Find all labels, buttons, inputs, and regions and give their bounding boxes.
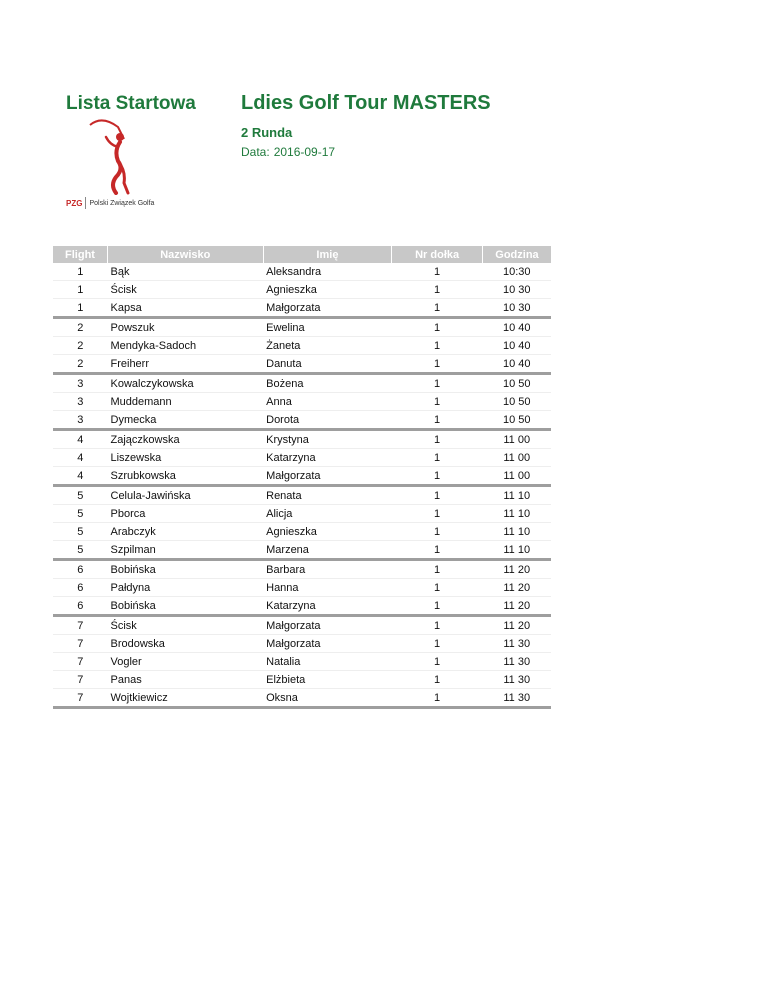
first-name-cell: Anna <box>263 393 392 411</box>
surname-cell: Bąk <box>108 263 264 281</box>
time-cell: 11 10 <box>482 486 551 505</box>
list-title: Lista Startowa <box>66 93 196 114</box>
start-list-table <box>53 246 551 709</box>
table-row <box>53 337 551 355</box>
date-value: 2016-09-17 <box>273 145 336 159</box>
surname-cell: Powszuk <box>108 318 264 337</box>
first-name-cell: Danuta <box>263 355 392 374</box>
event-title: Ldies Golf Tour MASTERS <box>241 92 491 114</box>
flight-cell: 3 <box>53 393 108 411</box>
hole-cell: 1 <box>392 597 483 616</box>
flight-cell: 7 <box>53 653 108 671</box>
col-first-name: Imię <box>263 246 392 263</box>
first-name-cell: Hanna <box>263 579 392 597</box>
hole-cell: 1 <box>392 579 483 597</box>
hole-cell: 1 <box>392 337 483 355</box>
first-name-cell: Agnieszka <box>263 523 392 541</box>
flight-cell: 5 <box>53 505 108 523</box>
hole-cell: 1 <box>392 263 483 281</box>
time-cell: 10 50 <box>482 411 551 430</box>
first-name-cell: Alicja <box>263 505 392 523</box>
col-surname: Nazwisko <box>108 246 264 263</box>
table-row <box>53 281 551 299</box>
flight-cell: 7 <box>53 671 108 689</box>
col-flight: Flight <box>53 246 108 263</box>
flight-cell: 6 <box>53 560 108 579</box>
table-row <box>53 579 551 597</box>
table-row <box>53 541 551 560</box>
first-name-cell: Natalia <box>263 653 392 671</box>
hole-cell: 1 <box>392 299 483 318</box>
surname-cell: Ścisk <box>108 281 264 299</box>
first-name-cell: Barbara <box>263 560 392 579</box>
event-date <box>241 145 335 159</box>
time-cell: 10 40 <box>482 318 551 337</box>
date-label: Data: <box>241 145 270 159</box>
table-row <box>53 449 551 467</box>
surname-cell: Celula-Jawińska <box>108 486 264 505</box>
surname-cell: Szrubkowska <box>108 467 264 486</box>
first-name-cell: Katarzyna <box>263 597 392 616</box>
flight-cell: 1 <box>53 281 108 299</box>
first-name-cell: Agnieszka <box>263 281 392 299</box>
table-row <box>53 355 551 374</box>
hole-cell: 1 <box>392 560 483 579</box>
first-name-cell: Małgorzata <box>263 616 392 635</box>
time-cell: 10 30 <box>482 299 551 318</box>
hole-cell: 1 <box>392 616 483 635</box>
surname-cell: Kapsa <box>108 299 264 318</box>
surname-cell: Szpilman <box>108 541 264 560</box>
time-cell: 11 30 <box>482 635 551 653</box>
first-name-cell: Oksna <box>263 689 392 708</box>
first-name-cell: Dorota <box>263 411 392 430</box>
table-row <box>53 653 551 671</box>
table-row <box>53 671 551 689</box>
hole-cell: 1 <box>392 467 483 486</box>
time-cell: 11 20 <box>482 597 551 616</box>
pzg-logo <box>66 117 166 215</box>
col-hole: Nr dołka <box>392 246 483 263</box>
table-row <box>53 299 551 318</box>
flight-cell: 4 <box>53 430 108 449</box>
surname-cell: Muddemann <box>108 393 264 411</box>
hole-cell: 1 <box>392 281 483 299</box>
flight-cell: 4 <box>53 449 108 467</box>
first-name-cell: Katarzyna <box>263 449 392 467</box>
flight-cell: 5 <box>53 523 108 541</box>
table-row <box>53 560 551 579</box>
time-cell: 11 10 <box>482 523 551 541</box>
flight-cell: 2 <box>53 337 108 355</box>
first-name-cell: Bożena <box>263 374 392 393</box>
flight-cell: 2 <box>53 355 108 374</box>
first-name-cell: Renata <box>263 486 392 505</box>
time-cell: 11 20 <box>482 579 551 597</box>
time-cell: 11 00 <box>482 449 551 467</box>
surname-cell: Bobińska <box>108 597 264 616</box>
table-row <box>53 318 551 337</box>
logo-caption <box>66 197 166 209</box>
surname-cell: Wojtkiewicz <box>108 689 264 708</box>
table-row <box>53 505 551 523</box>
time-cell: 10 30 <box>482 281 551 299</box>
surname-cell: Pałdyna <box>108 579 264 597</box>
round-label: 2 Runda <box>241 125 293 140</box>
time-cell: 11 20 <box>482 560 551 579</box>
time-cell: 10 40 <box>482 337 551 355</box>
table-header-row <box>53 246 551 263</box>
flight-cell: 4 <box>53 467 108 486</box>
hole-cell: 1 <box>392 635 483 653</box>
flight-cell: 5 <box>53 541 108 560</box>
hole-cell: 1 <box>392 541 483 560</box>
golfer-icon <box>80 117 150 195</box>
hole-cell: 1 <box>392 430 483 449</box>
first-name-cell: Aleksandra <box>263 263 392 281</box>
surname-cell: Ścisk <box>108 616 264 635</box>
hole-cell: 1 <box>392 355 483 374</box>
logo-divider <box>85 197 86 209</box>
surname-cell: Bobińska <box>108 560 264 579</box>
flight-cell: 2 <box>53 318 108 337</box>
flight-cell: 5 <box>53 486 108 505</box>
surname-cell: Freiherr <box>108 355 264 374</box>
first-name-cell: Marzena <box>263 541 392 560</box>
surname-cell: Zajączkowska <box>108 430 264 449</box>
time-cell: 10 50 <box>482 393 551 411</box>
first-name-cell: Małgorzata <box>263 467 392 486</box>
first-name-cell: Ewelina <box>263 318 392 337</box>
table-body <box>53 263 551 708</box>
hole-cell: 1 <box>392 393 483 411</box>
hole-cell: 1 <box>392 449 483 467</box>
table-row <box>53 689 551 708</box>
col-time: Godzina <box>482 246 551 263</box>
hole-cell: 1 <box>392 689 483 708</box>
flight-cell: 7 <box>53 616 108 635</box>
table-row <box>53 635 551 653</box>
logo-abbr: PZG <box>66 198 83 208</box>
time-cell: 11 10 <box>482 541 551 560</box>
table-row <box>53 263 551 281</box>
surname-cell: Arabczyk <box>108 523 264 541</box>
time-cell: 11 30 <box>482 689 551 708</box>
surname-cell: Liszewska <box>108 449 264 467</box>
hole-cell: 1 <box>392 411 483 430</box>
flight-cell: 7 <box>53 689 108 708</box>
table-row <box>53 597 551 616</box>
hole-cell: 1 <box>392 523 483 541</box>
flight-cell: 3 <box>53 411 108 430</box>
surname-cell: Mendyka-Sadoch <box>108 337 264 355</box>
surname-cell: Vogler <box>108 653 264 671</box>
surname-cell: Dymecka <box>108 411 264 430</box>
flight-cell: 1 <box>53 299 108 318</box>
flight-cell: 6 <box>53 597 108 616</box>
first-name-cell: Małgorzata <box>263 299 392 318</box>
flight-cell: 3 <box>53 374 108 393</box>
time-cell: 11 00 <box>482 430 551 449</box>
time-cell: 11 10 <box>482 505 551 523</box>
surname-cell: Panas <box>108 671 264 689</box>
first-name-cell: Małgorzata <box>263 635 392 653</box>
first-name-cell: Żaneta <box>263 337 392 355</box>
time-cell: 11 00 <box>482 467 551 486</box>
table-row <box>53 523 551 541</box>
table-row <box>53 393 551 411</box>
flight-cell: 7 <box>53 635 108 653</box>
time-cell: 11 20 <box>482 616 551 635</box>
table-row <box>53 430 551 449</box>
hole-cell: 1 <box>392 374 483 393</box>
hole-cell: 1 <box>392 486 483 505</box>
hole-cell: 1 <box>392 671 483 689</box>
first-name-cell: Elżbieta <box>263 671 392 689</box>
surname-cell: Kowalczykowska <box>108 374 264 393</box>
table-row <box>53 411 551 430</box>
table-row <box>53 486 551 505</box>
logo-org-name: Polski Związek Golfa <box>89 199 155 207</box>
table-row <box>53 616 551 635</box>
surname-cell: Brodowska <box>108 635 264 653</box>
time-cell: 10 40 <box>482 355 551 374</box>
hole-cell: 1 <box>392 653 483 671</box>
time-cell: 11 30 <box>482 671 551 689</box>
hole-cell: 1 <box>392 318 483 337</box>
time-cell: 10:30 <box>482 263 551 281</box>
surname-cell: Pborca <box>108 505 264 523</box>
time-cell: 11 30 <box>482 653 551 671</box>
table-row <box>53 374 551 393</box>
time-cell: 10 50 <box>482 374 551 393</box>
hole-cell: 1 <box>392 505 483 523</box>
flight-cell: 6 <box>53 579 108 597</box>
first-name-cell: Krystyna <box>263 430 392 449</box>
table-row <box>53 467 551 486</box>
flight-cell: 1 <box>53 263 108 281</box>
